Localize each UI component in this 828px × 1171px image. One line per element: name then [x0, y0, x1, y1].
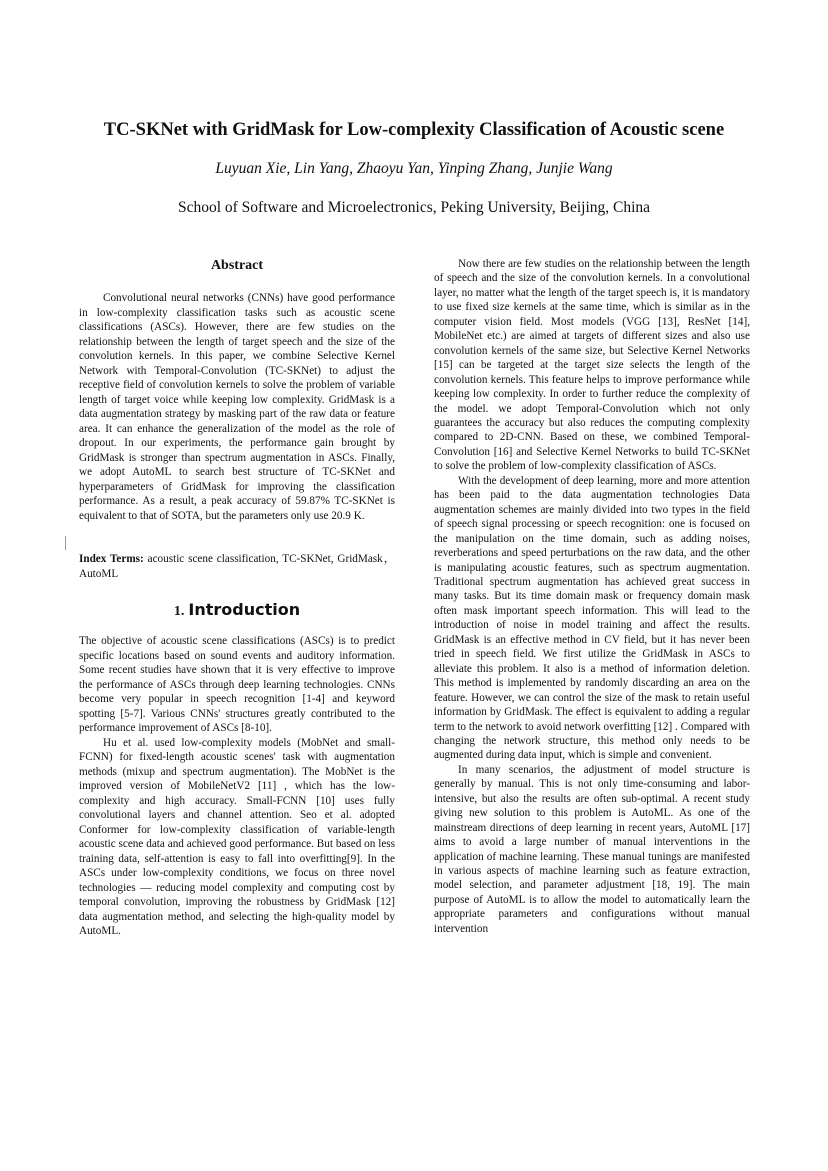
right-paragraph-3: In many scenarios, the adjustment of model structure is generally by manual. This is not only time-consuming and labor-intensive, but also the results are often sub-optimal. A recent study giving new solution to this problem is AutoML. As one of the mainstream directions of deep learning in recent years, AutoML [17] aims to avoid a large number of manual interventions in the application of machine learning. These manual tunings are manifested in various aspects of machine learning such as feature extraction, model selection, and parameter adjustment [18, 19]. The main purpose of AutoML is to allow the model to automatically learn the appropriate parameters and configurations without manual intervention: [434, 763, 750, 935]
text-cursor: [65, 536, 66, 550]
intro-paragraph-1: The objective of acoustic scene classifications (ASCs) is to predict specific locations based on sound events and auditory information. Some recent studies have shown that it is very effective to improve the performance of ASCs through deep learning technologies. CNNs become very popular in speech recognition [1-4] and keyword spotting [5-7]. Various CNNs' structures greatly contributed to the performance improvement of ASCs [8-10].: [79, 635, 395, 734]
author-list: Luyuan Xie, Lin Yang, Zhaoyu Yan, Yinping Zhang, Junjie Wang: [215, 160, 613, 177]
abstract-heading: Abstract: [210, 258, 264, 273]
right-paragraph-2: With the development of deep learning, more and more attention has been paid to the data augmentation technologies Data augmentation schemes are mainly divided into two types in the field of speech signal processing or speech recognition: one is focused on the manipulation on the time domain, such as adding noises, reverberations and speed perturbations on the raw data, and the other is manipulating acoustic features, such as spectrum augmentation. Traditional spectrum augmentation has achieved great success in many tasks. But its time domain mask or frequency domain mask often mask important speech information. This will lead to the introduction of noise in model training and affect the results. GridMask is an effective method in CV field, but it has never been tried in speech field. We first utilize the GridMask in ASCs to alleviate this problem. It also is a method of information deletion. This method is implemented by randomly discarding an area on the feature. However, we can control the size of the mask to retain useful information by GridMask. The effect is equivalent to adding a regular term to the network to avoid network overfitting [12] . Compared with changing the network structure, this method only needs to be augmented during data input, which is simple and convenient.: [434, 474, 750, 762]
paper-title: TC-SKNet with GridMask for Low-complexity Classification of Acoustic scene: [103, 120, 725, 140]
right-paragraph-1: Now there are few studies on the relationship between the length of speech and the size of the convolution kernels. In a convolutional layer, no matter what the length of the target speech is, it is mandatory to use fixed size kernels at the same time, which is similar as in the computer vision field. Most models (VGG [13], ResNet [14], MobileNet etc.) are aimed at targets of different sizes and also use convolution kernels of the same size, but Selective Kernel Networks [15] can be targeted at the target size selects the length of the convolution kernels. This feature helps to improve performance while keeping low complexity. In order to further reduce the complexity of the model. we adopt Temporal-Convolution which not only guarantees the accuracy but also reduces the computing complexity compared to 2D-CNN. Based on these, we combined Temporal-Convolution [16] and Selective Kernel Networks to build TC-SKNet to solve the problem of low-complexity classification of ASCs.: [434, 258, 750, 473]
introduction-heading: [79, 599, 395, 623]
section-title: Introduction: [188, 600, 301, 619]
right-column-body: [434, 257, 750, 936]
abstract-paragraph: Convolutional neural networks (CNNs) have good performance in low-complexity classification tasks such as acoustic scene classifications (ASCs). However, there are few studies on the relationship between the length of target speech and the size of the convolution kernels. In this paper, we combine Selective Kernel Network with Temporal-Convolution (TC-SKNet) to adjust the receptive field of convolution kernels to solve the problem of variable length of target voice while keeping low complexity. GridMask is a data augmentation strategy by masking part of the raw data or feature area. It can enhance the generalization of the model as the role of dropout. In our experiments, the performance gain brought by GridMask is stronger than spectrum augmentation in ASCs. Finally, we adopt AutoML to search best structure of TC-SKNet and hyperparameters of GridMask for improving the classification performance. As a result, a peak accuracy of 59.87% TC-SKNet is equivalent to that of SOTA, but the parameters only use 20.9 K.: [79, 292, 395, 522]
index-terms-label: Index Terms:: [79, 553, 144, 565]
index-terms-text: acoustic scene classification, TC-SKNet, GridMask，AutoML: [79, 553, 395, 580]
index-terms: [79, 552, 395, 581]
section-number: 1.: [173, 604, 185, 619]
affiliation: School of Software and Microelectronics, Peking University, Beijing, China: [177, 199, 651, 216]
intro-paragraph-2: Hu et al. used low-complexity models (MobNet and small-FCNN) for fixed-length acoustic scenes' task with augmentation methods (mixup and spectrum augmentation). The MobNet is the improved version of MobileNetV2 [11] , which has the low-complexity and high accuracy. Small-FCNN [10] uses fully convolutional layers and channel attention. Seo et al. adopted Conformer for low-complexity classification of variable-length acoustic scene data and achieved good performance. But based on less training data, self-attention is easy to fall into overfitting[9]. In the ASCs under low-complexity conditions, we focus on three novel technologies — reducing model complexity and computing cost by temporal convolution, improving the robustness by GridMask [12] data augmentation method, and selecting the high-quality model by AutoML.: [79, 736, 395, 937]
abstract-body: [79, 291, 395, 523]
introduction-body: [79, 634, 395, 939]
